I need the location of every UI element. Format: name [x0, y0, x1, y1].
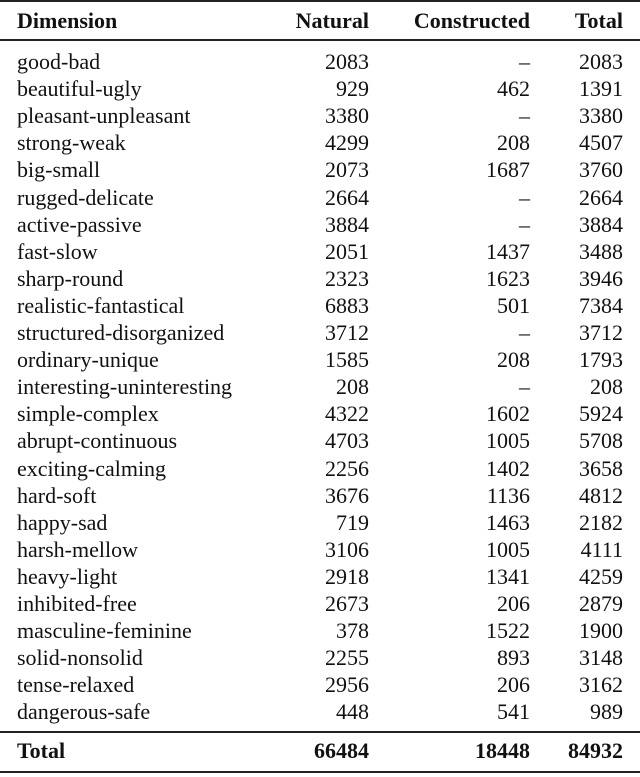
cell-total: 5708: [579, 428, 623, 454]
cell-dimension: heavy-light: [17, 563, 118, 589]
cell-total: 3658: [579, 455, 623, 481]
header-row: [0, 7, 640, 34]
cell-dimension: good-bad: [17, 49, 101, 74]
cell-total: 7384: [579, 292, 623, 318]
cell-constructed: 1602: [486, 401, 530, 427]
cell-constructed: 893: [497, 645, 530, 671]
cell-constructed: 1463: [486, 509, 530, 535]
cell-natural: 208: [336, 374, 369, 400]
cell-natural: 6883: [325, 292, 369, 318]
cell-natural: 4703: [325, 428, 369, 454]
cell-constructed: 1437: [486, 238, 530, 264]
cell-constructed: 501: [497, 292, 530, 318]
cell-natural: 2073: [325, 157, 369, 183]
table-row: [0, 400, 640, 427]
cell-constructed: 208: [497, 347, 530, 373]
total-natural: 66484: [314, 738, 369, 763]
cell-dimension: sharp-round: [17, 265, 124, 291]
cell-dimension: abrupt-continuous: [17, 428, 178, 454]
header-natural: Natural: [295, 8, 369, 33]
cell-constructed: 206: [497, 591, 530, 616]
cell-total: 3162: [579, 672, 623, 698]
cell-natural: 4322: [325, 401, 369, 427]
header-constructed: Constructed: [413, 8, 530, 33]
cell-constructed: 208: [497, 130, 530, 156]
cell-dimension: strong-weak: [17, 130, 126, 156]
total-constructed: 18448: [475, 738, 530, 763]
cell-natural: 3676: [325, 482, 369, 508]
table-row: [0, 455, 640, 482]
cell-constructed: 1623: [486, 265, 530, 291]
cell-dimension: structured-disorganized: [17, 320, 225, 345]
cell-total: 2664: [579, 184, 623, 210]
cell-dimension: dangerous-safe: [17, 699, 151, 725]
cell-total: 2182: [579, 509, 623, 535]
cell-dimension: fast-slow: [17, 238, 98, 264]
cell-total: 989: [590, 699, 623, 725]
cell-total: 3712: [579, 320, 623, 345]
cell-total: 3380: [579, 103, 623, 129]
table-row: [0, 590, 640, 617]
cell-constructed: 1005: [486, 536, 530, 562]
table-row: [0, 671, 640, 698]
cell-total: 3760: [579, 157, 623, 183]
table-row: [0, 482, 640, 509]
cell-natural: 2673: [325, 591, 369, 616]
cell-total: 2879: [579, 591, 623, 616]
cell-natural: 3106: [325, 536, 369, 562]
table-row: [0, 75, 640, 102]
table-row: [0, 129, 640, 156]
cell-constructed: 462: [497, 76, 530, 102]
cell-dimension: realistic-fantastical: [17, 292, 185, 318]
cell-dimension: simple-complex: [17, 401, 159, 427]
cell-natural: 2323: [325, 265, 369, 291]
cell-total: 5924: [579, 401, 623, 427]
cell-dimension: happy-sad: [17, 509, 108, 535]
cell-dimension: interesting-uninteresting: [17, 374, 233, 400]
cell-natural: 3712: [325, 320, 369, 345]
bottom-rule: [0, 771, 640, 773]
table-row: [0, 563, 640, 590]
cell-total: 2083: [579, 49, 623, 74]
cell-total: 1793: [579, 347, 623, 373]
cell-constructed: –: [519, 211, 530, 237]
total-total: 84932: [568, 738, 623, 763]
table-row: [0, 184, 640, 211]
cell-natural: 2956: [325, 672, 369, 698]
cell-constructed: –: [519, 49, 530, 74]
cell-constructed: –: [519, 374, 530, 400]
top-rule: [0, 0, 640, 2]
cell-total: 3884: [579, 211, 623, 237]
cell-natural: 4299: [325, 130, 369, 156]
cell-dimension: rugged-delicate: [17, 184, 154, 210]
cell-natural: 2255: [325, 645, 369, 671]
cell-total: 4111: [580, 536, 623, 562]
table-row: [0, 509, 640, 536]
cell-constructed: 541: [497, 699, 530, 725]
cell-total: 4259: [579, 563, 623, 589]
cell-natural: 2664: [325, 184, 369, 210]
cell-total: 4507: [579, 130, 623, 156]
cell-natural: 3380: [325, 103, 369, 129]
table-row: [0, 238, 640, 265]
cell-constructed: 206: [497, 672, 530, 698]
cell-natural: 2051: [325, 238, 369, 264]
header-dimension: Dimension: [17, 8, 118, 33]
total-rule: [0, 731, 640, 733]
cell-natural: 2918: [325, 563, 369, 589]
table-row: [0, 211, 640, 238]
cell-constructed: 1402: [486, 455, 530, 481]
cell-dimension: tense-relaxed: [17, 672, 135, 698]
cell-dimension: masculine-feminine: [17, 618, 192, 644]
cell-total: 4812: [579, 482, 623, 508]
cell-constructed: 1522: [486, 618, 530, 644]
table-row: [0, 427, 640, 454]
cell-total: 1391: [579, 76, 623, 102]
cell-dimension: inhibited-free: [17, 591, 137, 616]
cell-constructed: –: [519, 320, 530, 345]
table-row: [0, 292, 640, 319]
table-row: [0, 373, 640, 400]
cell-dimension: hard-soft: [17, 482, 97, 508]
cell-dimension: big-small: [17, 157, 101, 183]
table-row: [0, 346, 640, 373]
cell-dimension: solid-nonsolid: [17, 645, 143, 671]
table-row: [0, 156, 640, 183]
cell-constructed: 1687: [486, 157, 530, 183]
header-total: Total: [574, 8, 623, 33]
header-rule: [0, 39, 640, 41]
cell-constructed: 1341: [486, 563, 530, 589]
cell-natural: 1585: [325, 347, 369, 373]
table-row: [0, 698, 640, 725]
cell-constructed: –: [519, 103, 530, 129]
table-row: [0, 265, 640, 292]
table-row: [0, 48, 640, 75]
table-row: [0, 617, 640, 644]
cell-constructed: –: [519, 184, 530, 210]
total-row: [0, 737, 640, 764]
cell-dimension: beautiful-ugly: [17, 76, 142, 102]
cell-constructed: 1136: [486, 482, 530, 508]
cell-natural: 448: [336, 699, 369, 725]
cell-total: 208: [590, 374, 623, 400]
table-row: [0, 644, 640, 671]
cell-constructed: 1005: [486, 428, 530, 454]
cell-dimension: pleasant-unpleasant: [17, 103, 191, 129]
table-row: [0, 536, 640, 563]
cell-total: 3946: [579, 265, 623, 291]
cell-total: 3488: [579, 238, 623, 264]
table-row: [0, 319, 640, 346]
cell-natural: 378: [336, 618, 369, 644]
cell-natural: 929: [336, 76, 369, 102]
cell-natural: 2256: [325, 455, 369, 481]
cell-total: 1900: [579, 618, 623, 644]
cell-dimension: ordinary-unique: [17, 347, 159, 373]
table-row: [0, 102, 640, 129]
total-label: Total: [17, 738, 66, 763]
cell-dimension: exciting-calming: [17, 455, 167, 481]
cell-natural: 2083: [325, 49, 369, 74]
cell-total: 3148: [579, 645, 623, 671]
cell-natural: 719: [336, 509, 369, 535]
cell-dimension: harsh-mellow: [17, 536, 138, 562]
cell-dimension: active-passive: [17, 211, 142, 237]
cell-natural: 3884: [325, 211, 369, 237]
